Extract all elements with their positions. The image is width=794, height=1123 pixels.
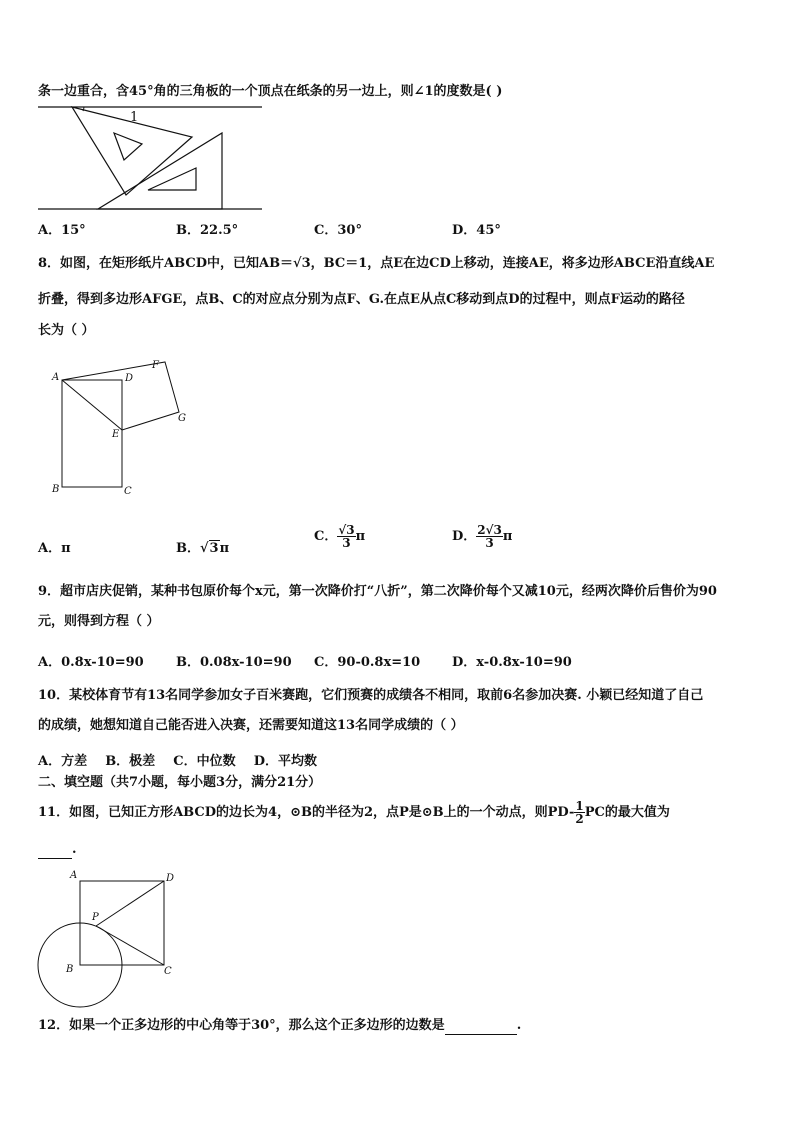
q8-option-b: B．√3π bbox=[176, 541, 230, 556]
q8-option-c: C． $\frac{√3}{3}$ π bbox=[314, 523, 366, 550]
q11-answer-line: . bbox=[38, 842, 77, 859]
section-2-heading: 二、填空题（共7小题，每小题3分，满分21分） bbox=[38, 775, 322, 790]
q7-option-c: C．30° bbox=[314, 223, 362, 238]
q11-label-d: D bbox=[166, 873, 175, 884]
q8-option-d: D． $\frac{2√3}{3}$ π bbox=[452, 523, 513, 550]
q10-options: A．方差 B．极差 C．中位数 D．平均数 bbox=[38, 754, 318, 769]
q8-label-g: G bbox=[178, 413, 186, 424]
q9-option-c: C．90-0.8x=10 bbox=[314, 655, 421, 670]
q8-line-2: 折叠，得到多边形AFGE，点B、C的对应点分别为点F、G.在点E从点C移动到点D的过程中，则点F运动的路径 bbox=[38, 292, 685, 307]
q8-label-f: F bbox=[152, 360, 159, 371]
q11-label-b: B bbox=[66, 964, 74, 975]
q8-label-c: C bbox=[124, 486, 132, 497]
q8-line-3: 长为（ ） bbox=[38, 323, 95, 338]
q8-label-e: E bbox=[112, 429, 120, 440]
q7-option-a: A．15° bbox=[38, 223, 86, 238]
q9-option-b: B．0.08x-10=90 bbox=[176, 655, 292, 670]
q10-line-2: 的成绩，她想知道自己能否进入决赛，还需要知道这13名同学成绩的（ ） bbox=[38, 718, 464, 733]
q8-option-a: A．π bbox=[38, 541, 71, 556]
q12-text: 12．如果一个正多边形的中心角等于30°，那么这个正多边形的边数是 . bbox=[38, 1018, 522, 1033]
q7-option-b: B．22.5° bbox=[176, 223, 239, 238]
q8-label-a: A bbox=[52, 372, 60, 383]
q7-text: 条一边重合，含45°角的三角板的一个顶点在纸条的另一边上，则∠1的度数是( ) bbox=[38, 84, 503, 99]
q9-line-2: 元，则得到方程（ ） bbox=[38, 614, 160, 629]
q9-option-a: A．0.8x-10=90 bbox=[38, 655, 144, 670]
q8-figure bbox=[48, 356, 198, 501]
q8-label-d: D bbox=[125, 373, 134, 384]
q9-line-1: 9．超市店庆促销，某种书包原价每个x元，第一次降价打“八折”，第二次降价每个又减10元，经两次降价后售价为90 bbox=[38, 584, 717, 599]
q11-label-p: P bbox=[92, 912, 99, 923]
q12-answer-blank[interactable] bbox=[445, 1018, 517, 1035]
q11-text: 11．如图，已知正方形ABCD的边长为4，⊙B的半径为2，点P是⊙B上的一个动点，则PD- $\frac{1}{2}$ PC的最大值为 bbox=[38, 799, 670, 826]
q10-line-1: 10．某校体育节有13名同学参加女子百米赛跑，它们预赛的成绩各不相同，取前6名参加决赛. 小颖已经知道了自己 bbox=[38, 688, 704, 703]
q8-line-1: 8．如图，在矩形纸片ABCD中，已知AB＝√3，BC＝1，点E在边CD上移动，连接AE，将多边形ABCE沿直线AE bbox=[38, 256, 715, 271]
q11-answer-blank[interactable] bbox=[38, 842, 72, 859]
q7-option-d: D．45° bbox=[452, 223, 501, 238]
q11-label-a: A bbox=[70, 870, 78, 881]
q9-option-d: D．x-0.8x-10=90 bbox=[452, 655, 572, 670]
q7-figure bbox=[38, 100, 268, 215]
q11-label-c: C bbox=[164, 966, 172, 977]
q8-label-b: B bbox=[52, 484, 60, 495]
angle-1-label: 1 bbox=[130, 110, 139, 125]
q11-figure bbox=[36, 864, 186, 1009]
